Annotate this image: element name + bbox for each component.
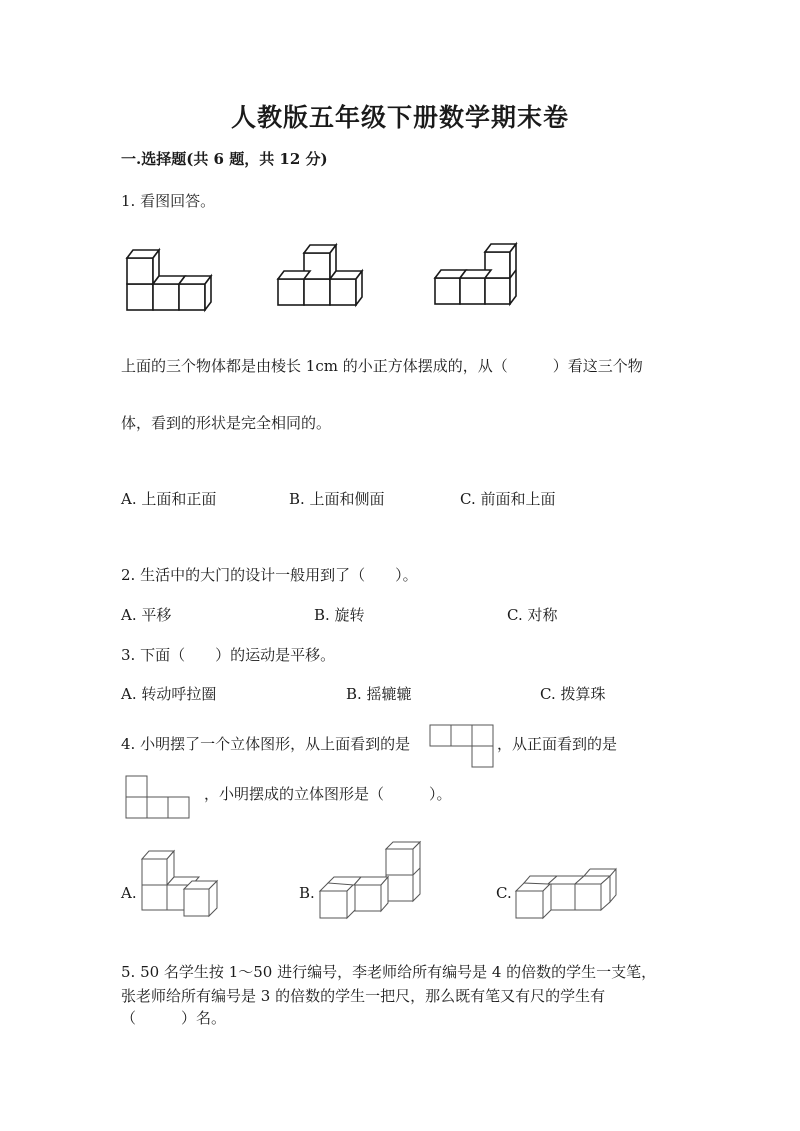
q4-option-a-figure [142,851,217,916]
q1-text-line1: 上面的三个物体都是由棱长 1cm 的小正方体摆成的，从（ ）看这三个物 [121,357,643,375]
q4-option-a-label: A. [121,884,137,902]
q5-line3: （ ）名。 [121,1009,227,1027]
q4-prompt-part2: ，从正面看到的是 [497,735,618,753]
q4-option-c-figure [516,869,616,918]
page-title: 人教版五年级下册数学期末卷 [230,103,569,132]
q1-prompt: 1. 看图回答。 [121,192,216,210]
q4-prompt-part3: ，小明摆成的立体图形是（ ）。 [204,785,452,803]
q2-prompt: 2. 生活中的大门的设计一般用到了（ ）。 [121,566,418,584]
q1-option-c: C. 前面和上面 [460,490,556,508]
q2-option-b: B. 旋转 [314,606,365,624]
q4-option-c-label: C. [496,884,512,902]
q2-option-c: C. 对称 [507,606,558,624]
q1-text-line2: 体，看到的形状是完全相同的。 [121,414,332,432]
q3-option-c: C. 拨算珠 [540,685,606,703]
q3-prompt: 3. 下面（ ）的运动是平移。 [121,646,336,664]
section-heading: 一.选择题(共 6 题，共 12 分) [121,150,328,168]
q5-line1: 5. 50 名学生按 1～50 进行编号，李老师给所有编号是 4 的倍数的学生一支笔， [121,963,657,981]
q3-option-a: A. 转动呼拉圈 [121,685,217,703]
q3-option-b: B. 摇辘辘 [346,685,412,703]
q5-line2: 张老师给所有编号是 3 的倍数的学生一把尺，那么既有笔又有尺的学生有 [121,987,606,1005]
q4-option-b-figure [320,842,420,918]
q4-prompt-part1: 4. 小明摆了一个立体图形，从上面看到的是 [121,735,411,753]
q1-option-a: A. 上面和正面 [121,490,217,508]
q4-option-b-label: B. [299,884,315,902]
q1-option-b: B. 上面和侧面 [289,490,385,508]
q2-option-a: A. 平移 [121,606,172,624]
